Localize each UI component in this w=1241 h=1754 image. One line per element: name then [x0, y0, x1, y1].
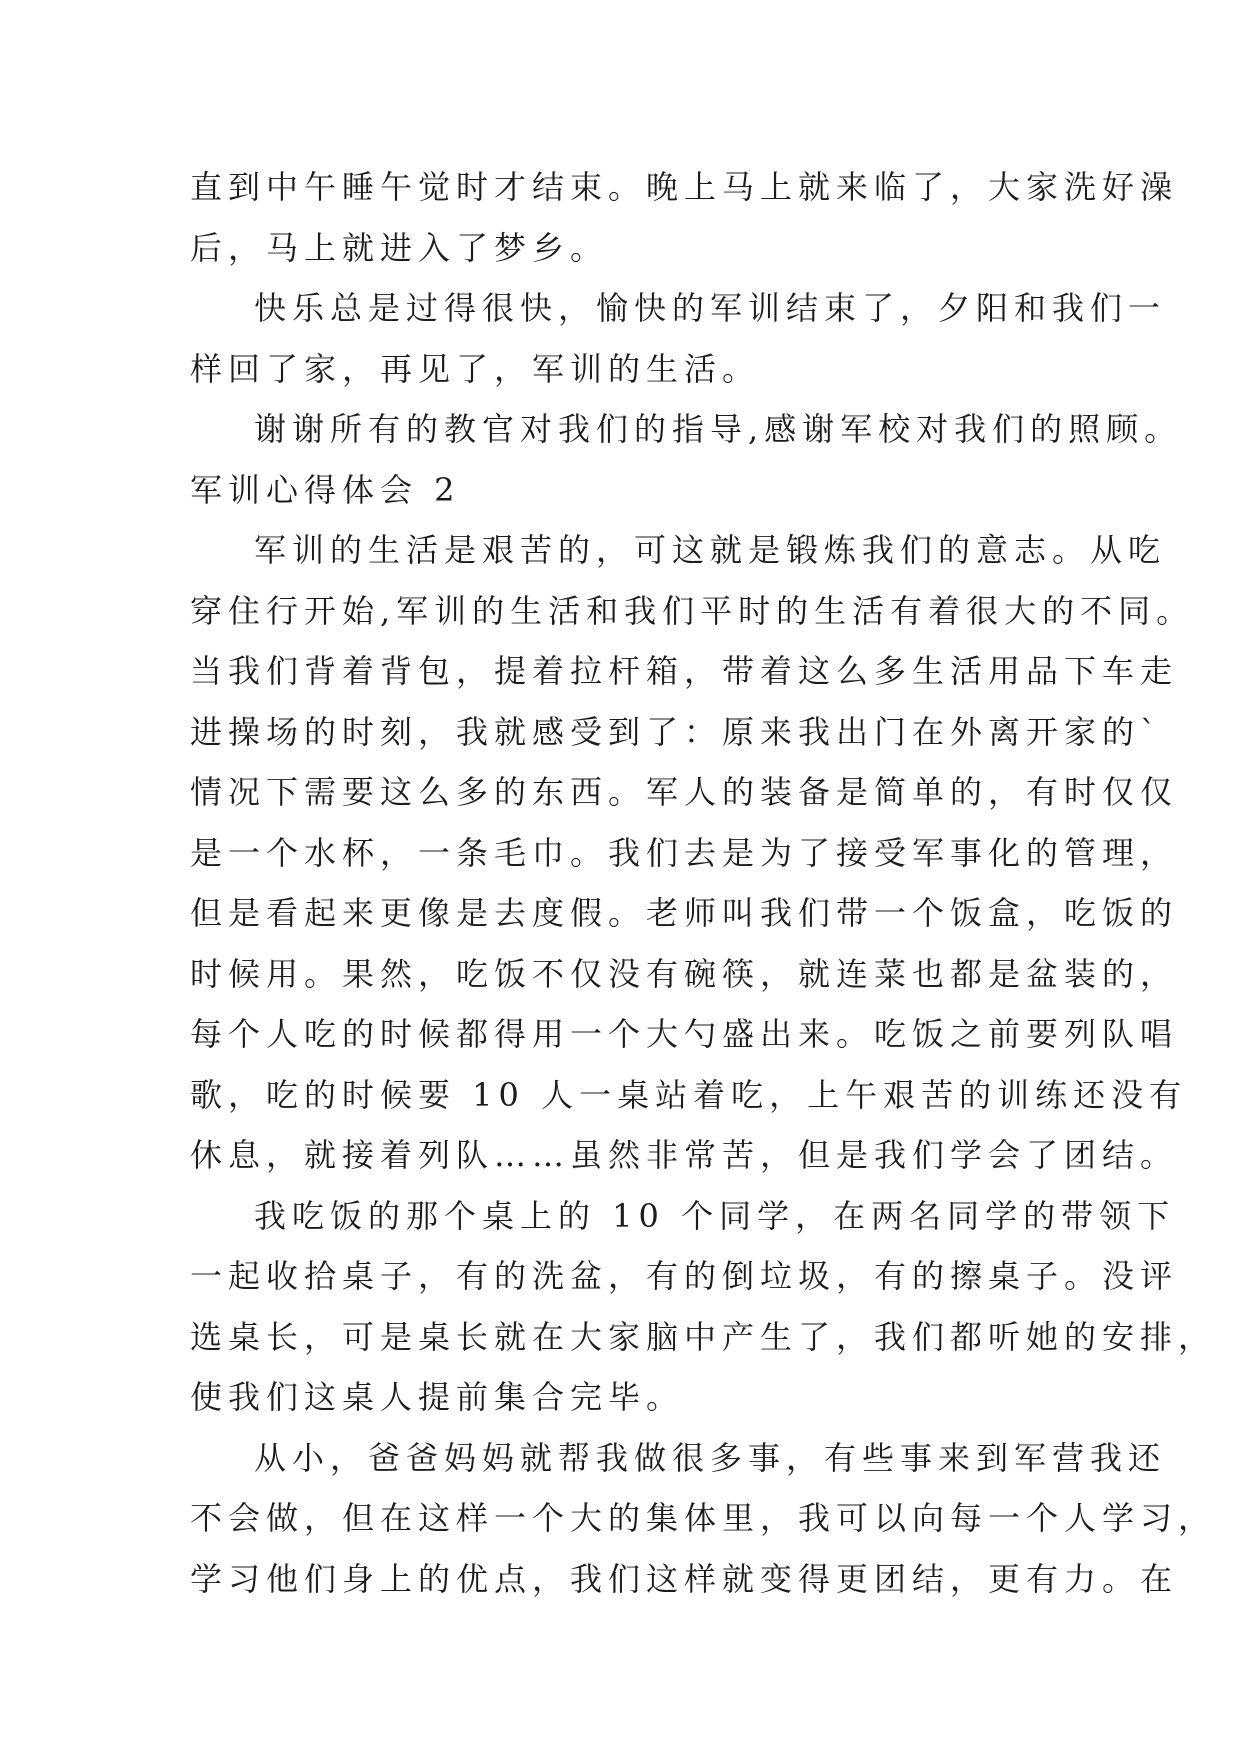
paragraph-start-line: 我吃饭的那个桌上的 10 个同学，在两名同学的带领下 [254, 1196, 1176, 1235]
section-heading: 军训心得体会 2 [190, 470, 461, 509]
text-line: 但是看起来更像是去度假。老师叫我们带一个饭盒，吃饭的 [190, 894, 1179, 932]
text-line: 穿住行开始,军训的生活和我们平时的生活有着很大的不同。 [190, 591, 1195, 630]
text-line: 当我们背着背包，提着拉杆箱，带着这么多生活用品下车走 [190, 652, 1179, 690]
document-body [190, 157, 1217, 1609]
text-line: 休息，就接着列队……虽然非常苦，但是我们学会了团结。 [190, 1136, 1179, 1174]
text-line: 进操场的时刻，我就感受到了：原来我出门在外离开家的` [190, 712, 1163, 751]
text-line: 时候用。果然，吃饭不仅没有碗筷，就连菜也都是盆装的， [190, 954, 1179, 993]
text-line: 是一个水杯，一条毛巾。我们去是为了接受军事化的管理， [190, 833, 1179, 872]
paragraph-start-line: 谢谢所有的教官对我们的指导,感谢军校对我们的照顾。 [254, 410, 1183, 448]
text-line: 后，马上就进入了梦乡。 [190, 228, 609, 267]
text-line: 每个人吃的时候都得用一个大勺盛出来。吃饭之前要列队唱 [190, 1015, 1179, 1053]
paragraph-start-line: 从小，爸爸妈妈就帮我做很多事，有些事来到军营我还 [254, 1438, 1167, 1477]
text-line: 歌，吃的时候要 10 人一桌站着吃，上午艰苦的训练还没有 [190, 1075, 1188, 1114]
text-line: 使我们这桌人提前集合完毕。 [190, 1378, 685, 1416]
text-line: 情况下需要这么多的东西。军人的装备是简单的，有时仅仅 [190, 773, 1179, 811]
text-line: 学习他们身上的优点，我们这样就变得更团结，更有力。在 [190, 1559, 1179, 1598]
paragraph-start-line: 军训的生活是艰苦的，可这就是锻炼我们的意志。从吃 [254, 531, 1167, 569]
text-line: 选桌长，可是桌长就在大家脑中产生了，我们都听她的安排， [190, 1317, 1217, 1356]
text-line: 一起收拾桌子，有的洗盆，有的倒垃圾，有的擦桌子。没评 [190, 1257, 1179, 1295]
text-line: 直到中午睡午觉时才结束。晚上马上就来临了，大家洗好澡 [190, 168, 1179, 206]
text-line: 样回了家，再见了，军训的生活。 [190, 349, 761, 388]
text-line: 不会做，但在这样一个大的集体里，我可以向每一个人学习， [190, 1499, 1217, 1537]
paragraph-start-line: 快乐总是过得很快，愉快的军训结束了，夕阳和我们一 [254, 289, 1167, 327]
